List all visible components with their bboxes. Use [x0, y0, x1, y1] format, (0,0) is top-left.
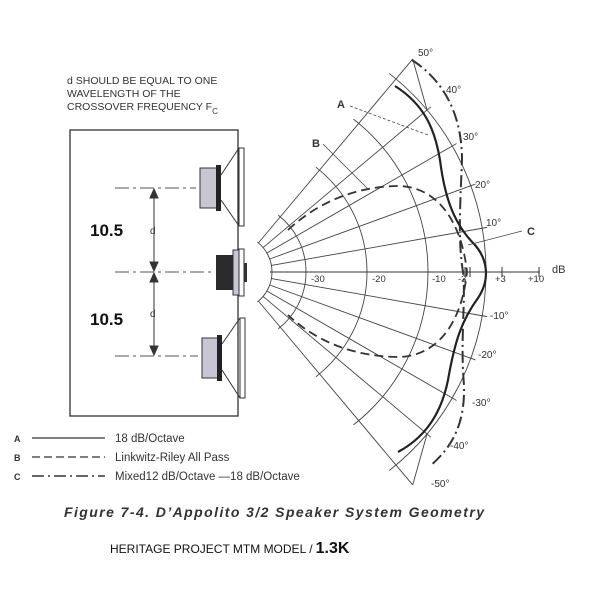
db-tick--30: -30	[311, 274, 325, 285]
angle-label-10: 10°	[486, 218, 502, 229]
footer-model-text: HERITAGE PROJECT MTM MODEL	[110, 542, 307, 556]
angle-label-minus-50: -50°	[431, 479, 450, 490]
db-tick--3: -3	[458, 274, 467, 285]
center-tweeter	[216, 249, 247, 296]
note-line-3-text: CROSSOVER FREQUENCY F	[67, 101, 213, 113]
note-line-2: WAVELENGTH OF THE	[67, 88, 181, 100]
angle-label-minus-20: -20°	[478, 350, 497, 361]
angle-label-minus-30: -30°	[472, 398, 491, 409]
upper-d-label: d	[150, 226, 156, 237]
radial-line-40	[263, 107, 431, 248]
footer-text	[110, 540, 350, 557]
db-tick-+3: +3	[495, 274, 506, 285]
angle-label-40: 40°	[446, 85, 462, 96]
speaker-cabinet	[70, 130, 247, 416]
legend-key-b: B	[14, 453, 21, 463]
angle-label-20: 20°	[475, 180, 491, 191]
lower-d-label: d	[150, 309, 156, 320]
footer-separator: /	[309, 542, 313, 556]
note-subscript: C	[212, 107, 218, 116]
driver-center-lines	[115, 188, 212, 356]
note-line-1: d SHOULD BE EQUAL TO ONE	[67, 75, 218, 87]
curve-c-dash-dot	[412, 60, 467, 466]
angle-label-50: 50°	[418, 48, 434, 59]
radial-line--40	[263, 296, 431, 437]
upper-distance-value: 10.5	[90, 221, 124, 240]
lower-distance-value: 10.5	[90, 310, 124, 329]
legend-label-a: 18 dB/Octave	[115, 433, 185, 445]
legend-key-c: C	[14, 472, 21, 482]
curve-label-b: B	[312, 138, 320, 150]
footer-value: 1.3K	[315, 540, 350, 557]
db-unit: dB	[552, 264, 566, 276]
angle-label-30: 30°	[463, 132, 479, 143]
figure-caption: Figure 7-4. D’Appolito 3/2 Speaker System Geometry	[64, 504, 484, 520]
db-axis	[270, 264, 565, 285]
legend	[14, 433, 300, 483]
db-tick--20: -20	[372, 274, 386, 285]
db-tick-+10: +10	[528, 274, 545, 285]
legend-label-b: Linkwitz-Riley All Pass	[115, 452, 230, 464]
db-tick--10: -10	[432, 274, 446, 285]
curve-label-c: C	[527, 226, 535, 238]
curve-label-a: A	[337, 99, 345, 111]
legend-label-c: Mixed12 dB/Octave —18 dB/Octave	[115, 471, 300, 483]
note-line-3	[67, 101, 218, 116]
legend-key-a: A	[14, 434, 21, 444]
angle-label-minus-10: -10°	[490, 311, 509, 322]
angle-label-minus-40: -40°	[450, 441, 469, 452]
